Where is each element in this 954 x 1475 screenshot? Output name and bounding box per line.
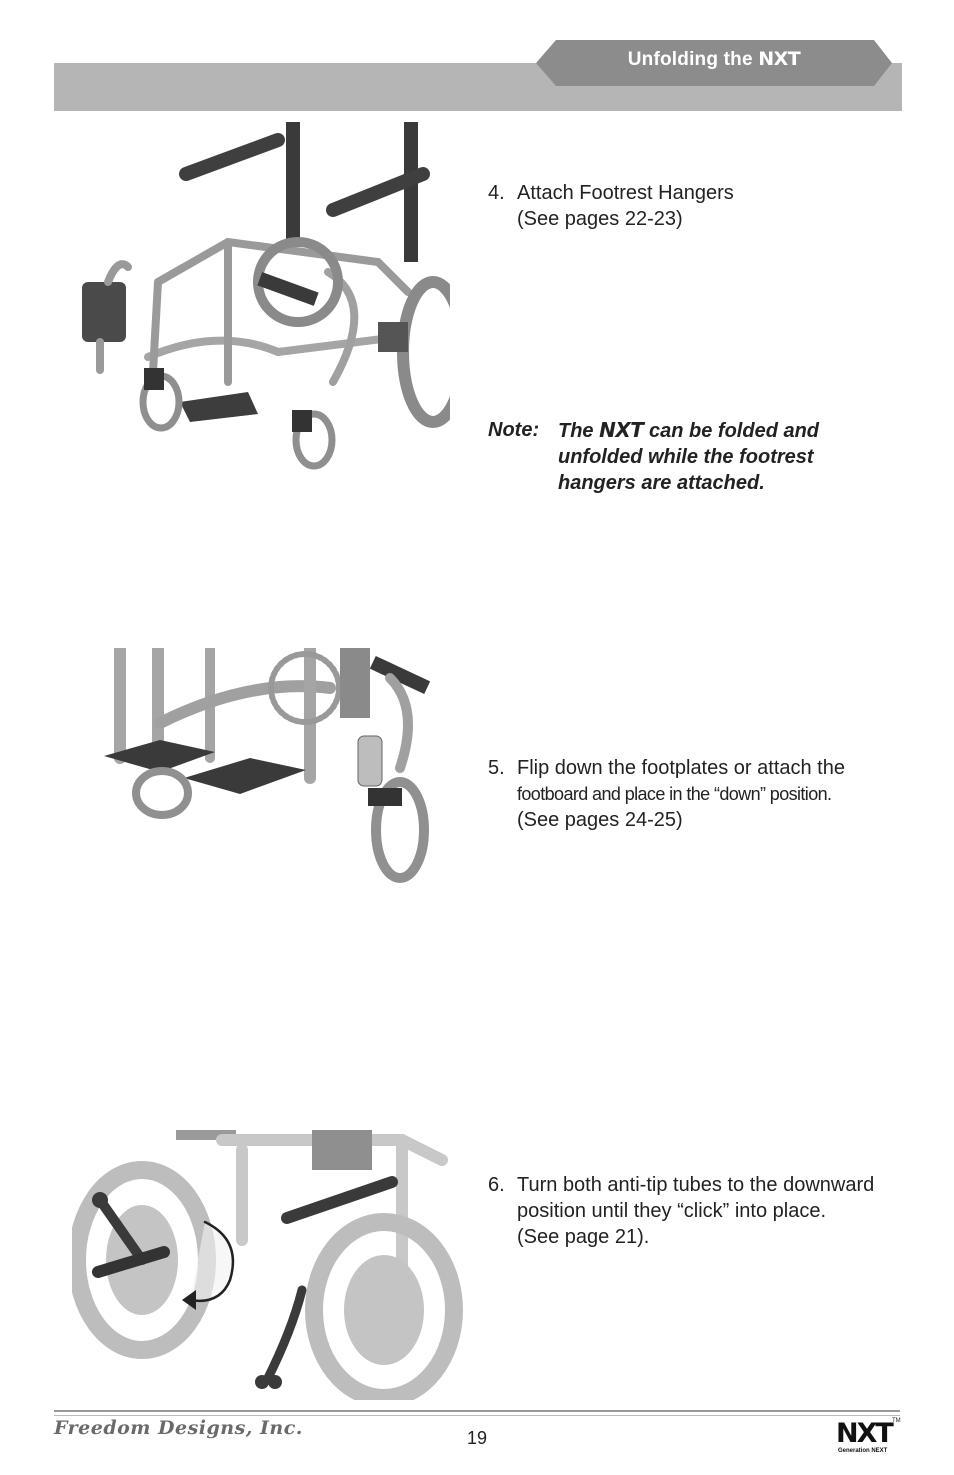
page-number: 19 bbox=[466, 1428, 488, 1448]
step-number: 4. bbox=[488, 182, 505, 204]
figure-footplates bbox=[100, 648, 462, 884]
step-4 bbox=[488, 180, 908, 240]
step-text-line: Turn both anti-tip tubes to the downward bbox=[517, 1174, 875, 1196]
note-line bbox=[558, 417, 908, 444]
step-text-line: position until they “click” into place. bbox=[517, 1200, 827, 1222]
logo-text: NXT bbox=[836, 1418, 892, 1449]
footer-rule bbox=[54, 1410, 900, 1412]
section-title-brand: NXT bbox=[758, 48, 801, 70]
wheelchair-hangers-illustration bbox=[78, 122, 450, 472]
step-text-line: footboard and place in the “down” position. bbox=[517, 784, 832, 804]
step-text-line: Attach Footrest Hangers bbox=[517, 182, 734, 204]
step-number: 6. bbox=[488, 1174, 505, 1196]
step-text-line: (See page 21). bbox=[517, 1226, 650, 1248]
step-text-line: (See pages 22-23) bbox=[517, 208, 683, 230]
note-text: can be folded and bbox=[649, 420, 820, 442]
anti-tip-illustration bbox=[72, 1130, 474, 1400]
section-title-prefix: Unfolding the bbox=[627, 49, 753, 70]
note-brand: NXT bbox=[599, 418, 644, 442]
section-tab bbox=[534, 39, 894, 87]
company-name: Freedom Designs, Inc. bbox=[54, 1417, 303, 1439]
step-5 bbox=[488, 755, 908, 835]
note-label: Note: bbox=[488, 419, 540, 441]
section-title bbox=[534, 48, 894, 71]
footplates-illustration bbox=[100, 648, 462, 884]
note-line: unfolded while the footrest bbox=[558, 446, 814, 468]
note-text: The bbox=[558, 420, 594, 442]
figure-anti-tip-tubes bbox=[72, 1130, 474, 1400]
step-6 bbox=[488, 1172, 908, 1252]
step-text-line: Flip down the footplates or attach the bbox=[517, 757, 845, 779]
step-text-line: (See pages 24-25) bbox=[517, 809, 683, 831]
step-number: 5. bbox=[488, 757, 505, 779]
note-line: hangers are attached. bbox=[558, 472, 765, 494]
logo-trademark: TM bbox=[892, 1418, 901, 1424]
figure-footrest-hangers bbox=[78, 122, 450, 472]
footer-rule bbox=[54, 1415, 900, 1416]
logo-subtext: Generation NEXT bbox=[838, 1448, 888, 1454]
nxt-logo bbox=[836, 1418, 902, 1458]
